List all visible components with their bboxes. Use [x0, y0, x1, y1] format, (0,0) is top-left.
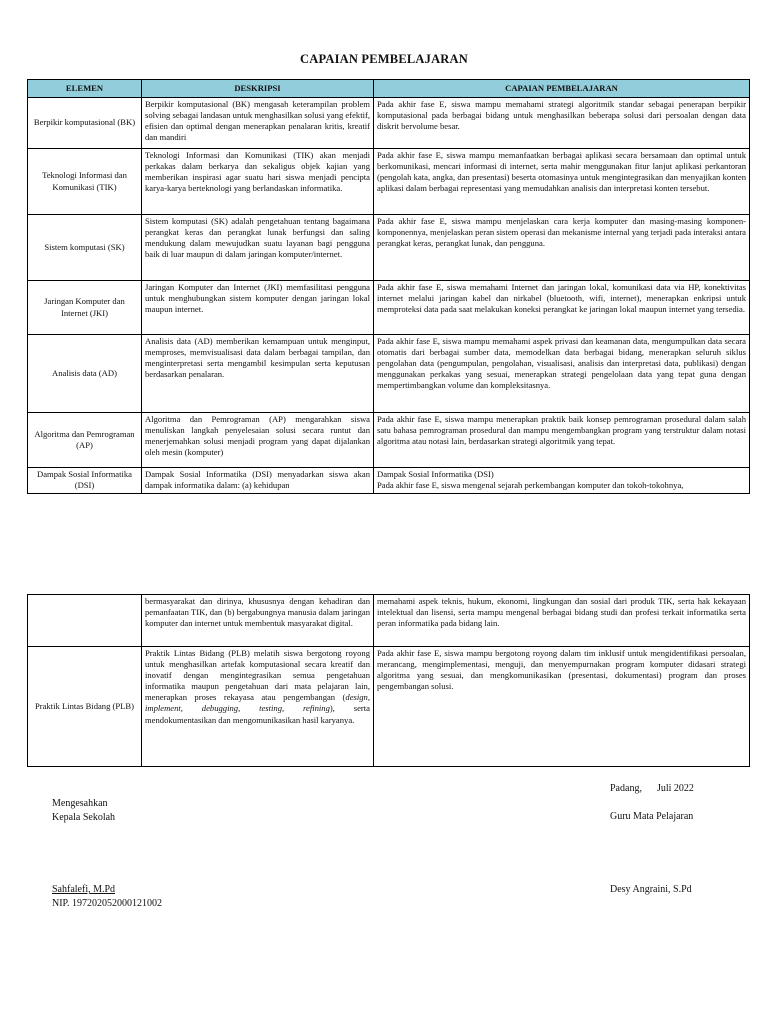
- teacher-name: Desy Angraini, S.Pd: [610, 884, 692, 895]
- deskripsi-cell: Berpikir komputasional (BK) mengasah keterampilan problem solving sebagai landasan untuk menghasilkan solusi yang efektif, efisien dan optimal dengan menerapkan penalaran kritis, kreatif dan mandiri: [142, 98, 374, 149]
- table-row-dsi-continued: [28, 595, 750, 647]
- deskripsi-cell: Sistem komputasi (SK) adalah pengetahuan tentang bagaimana perangkat keras dan perangkat lunak berfungsi dan saling mendukung dalam mewujudkan suatu layanan bagi pengguna baik di luar maupun di dalam jaringan komputer/internet.: [142, 215, 374, 281]
- capaian-cell: Pada akhir fase E, siswa mampu bergotong royong dalam tim inklusif untuk mengidentifikasi persoalan, merancang, mengimplementasi, menguji, dan menyempurnakan program komputer didasari strategi algoritma yang sesuai, dan mengkomunikasikan (presentasi, dokumentasi) program dan proses pengembangan solusi.: [374, 647, 750, 767]
- header-elemen: ELEMEN: [28, 80, 142, 98]
- elemen-cell: Sistem komputasi (SK): [28, 215, 142, 281]
- cp-table-part1: [27, 79, 750, 494]
- capaian-cell: Pada akhir fase E, siswa mampu memahami strategi algoritmik standar sebagai penerapan berpikir komputasional pada berbagai bidang untuk menghasilkan beberapa solusi dari persoalan dengan data diskrit bervolume besar.: [374, 98, 750, 149]
- capaian-cell: memahami aspek teknis, hukum, ekonomi, lingkungan dan sosial dari produk TIK, serta hak kekayaan intelektual dan lisensi, serta mampu mengenal berbagai bidang studi dan profesi terkait informatika serta peran informatika pada bidang lain.: [374, 595, 750, 647]
- table-row-ad: [28, 335, 750, 413]
- deskripsi-cell: Analisis data (AD) memberikan kemampuan untuk menginput, memproses, memvisualisasi data dalam berbagai tampilan, dan menginterpretasi serta mengambil kesimpulan serta keputusan berdasarkan penalaran.: [142, 335, 374, 413]
- right-role: Guru Mata Pelajaran: [610, 811, 694, 822]
- elemen-cell: Teknologi Informasi dan Komunikasi (TIK): [28, 149, 142, 215]
- table-row-jki: [28, 281, 750, 335]
- table-row-plb: [28, 647, 750, 767]
- cp-table-part2: [27, 594, 750, 767]
- table-row-sk: [28, 215, 750, 281]
- deskripsi-cell: Teknologi Informasi dan Komunikasi (TIK) akan menjadi perkakas dalam berkarya dan sekaligus objek kajian yang memberikan inspirasi agar suatu hari siswa menjadi pencipta karya-karya berteknologi yang berlandaskan informatika.: [142, 149, 374, 215]
- elemen-cell: Dampak Sosial Informatika (DSI): [28, 468, 142, 494]
- elemen-cell: [28, 595, 142, 647]
- elemen-cell: Jaringan Komputer dan Internet (JKI): [28, 281, 142, 335]
- deskripsi-italic-text: design, implement, debugging, testing, refining: [145, 692, 370, 714]
- capaian-cell: Pada akhir fase E, siswa memahami Internet dan jaringan lokal, komunikasi data via HP, konektivitas internet melalui jaringan kabel dan nirkabel (bluetooth, wifi, internet), menerapkan enkripsi untuk memproteksi data pada saat melakukan koneksi perangkat ke jaringan lokal maupun internet yang tersedia.: [374, 281, 750, 335]
- place-date: Padang, Juli 2022: [610, 783, 694, 794]
- table-header-row: [28, 80, 750, 98]
- table-row-ap: [28, 413, 750, 468]
- elemen-cell: Algoritma dan Pemrograman (AP): [28, 413, 142, 468]
- deskripsi-cell: Algoritma dan Pemrograman (AP) mengarahkan siswa menuliskan langkah penyelesaian solusi secara runtut dan menerjemahkan solusi menjadi program yang dapat dijalankan oleh mesin (komputer): [142, 413, 374, 468]
- table-row-tik: [28, 149, 750, 215]
- principal-nip: NIP. 197202052000121002: [52, 898, 163, 909]
- header-capaian: CAPAIAN PEMBELAJARAN: [374, 80, 750, 98]
- table-row-dsi: [28, 468, 750, 494]
- table-row-bk: [28, 98, 750, 149]
- elemen-cell: Praktik Lintas Bidang (PLB): [28, 647, 142, 767]
- deskripsi-cell: [142, 647, 374, 767]
- deskripsi-cell: Dampak Sosial Informatika (DSI) menyadarkan siswa akan dampak informatika dalam: (a) kehidupan: [142, 468, 374, 494]
- capaian-cell: Pada akhir fase E, siswa mampu menerapkan praktik baik konsep pemrograman prosedural dalam salah satu bahasa pemrograman prosedural dan mampu mengembangkan program yang terstruktur dalam notasi algoritma atau notasi lain, berdasarkan strategi algoritmik yang tepat.: [374, 413, 750, 468]
- page-title: CAPAIAN PEMBELAJARAN: [299, 52, 468, 66]
- left-role-line1: Mengesahkan: [52, 798, 108, 809]
- elemen-cell: Analisis data (AD): [28, 335, 142, 413]
- principal-name: Sahfalefi, M.Pd: [52, 884, 116, 895]
- deskripsi-cell: Jaringan Komputer dan Internet (JKI) memfasilitasi pengguna untuk menghubungkan sistem komputer dengan jaringan lokal maupun internet.: [142, 281, 374, 335]
- deskripsi-text: Praktik Lintas Bidang (PLB) melatih siswa bergotong royong untuk menghasilkan artefak komputasional secara kreatif dan inovatif dengan mengintegrasikan semua pengetahuan informatika maupun pengetahuan dari mata pelajaran lain, menerapkan proses rekayasa atau pengembangan (: [145, 648, 370, 703]
- left-role-line2: Kepala Sekolah: [52, 812, 116, 823]
- capaian-cell: Pada akhir fase E, siswa mampu memahami aspek privasi dan keamanan data, mengumpulkan data secara otomatis dari berbagai sumber data, memodelkan data berbagai bidang, menerapkan seluruh siklus pengolahan data (pengumpulan, pengolahan, visualisasi, analisis dan interpretasi data, publikasi) dengan menggunakan perkakas yang sesuai, menerapkan strategi pengelolaan data yang tepat guna dengan mempertimbangkan volume dan kompleksitasnya.: [374, 335, 750, 413]
- deskripsi-text-end: ), serta mendokumentasikan dan mengomunikasikan hasil karyanya.: [145, 703, 370, 725]
- deskripsi-cell: bermasyarakat dan dirinya, khususnya dengan kehadiran dan pemanfaatan TIK, dan (b) bergabungnya manusia dalam jaringan komputer dan internet untuk membentuk masyarakat digital.: [142, 595, 374, 647]
- capaian-cell: Dampak Sosial Informatika (DSI) Pada akhir fase E, siswa mengenal sejarah perkembangan komputer dan tokoh-tokohnya,: [374, 468, 750, 494]
- capaian-cell: Pada akhir fase E, siswa mampu memanfaatkan berbagai aplikasi secara bersamaan dan optimal untuk berkomunikasi, mencari informasi di internet, serta mahir menggunakan fitur lanjut aplikasi perkantoran (pengolah kata, angka, dan presentasi) beserta otomasinya untuk mengintegrasikan dan menyajikan konten aplikasi dalam berbagai representasi yang memudahkan analisis dan interpretasi konten tersebut.: [374, 149, 750, 215]
- elemen-cell: Berpikir komputasional (BK): [28, 98, 142, 149]
- header-deskripsi: DESKRIPSI: [142, 80, 374, 98]
- capaian-cell: Pada akhir fase E, siswa mampu menjelaskan cara kerja komputer dan masing-masing komponen-komponennya, menjelaskan peran sistem operasi dan mekanisme internal yang terjadi pada interaksi antara perangkat keras, perangkat lunak, dan pengguna.: [374, 215, 750, 281]
